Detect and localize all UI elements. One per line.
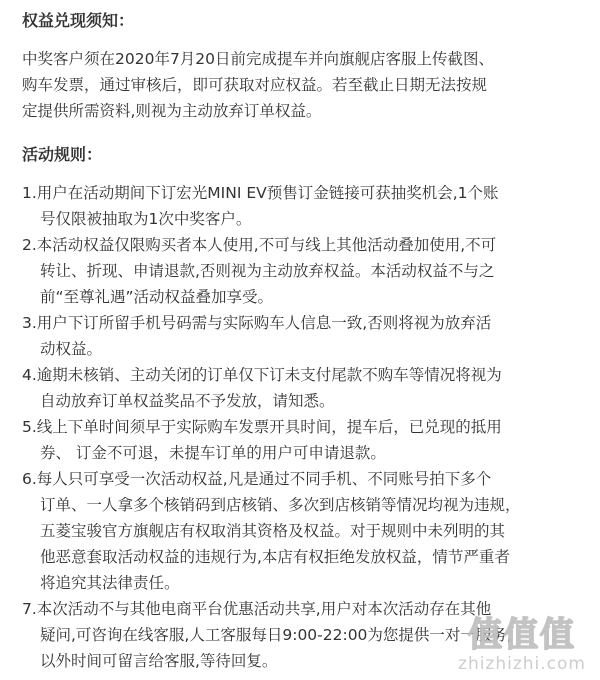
rule-item-2 bbox=[22, 232, 582, 310]
rule-line: 五菱宝骏官方旗舰店有权取消其资格及权益。对于规则中未列明的其 bbox=[40, 522, 506, 540]
notice-line: 定提供所需资料,则视为主动放弃订单权益。 bbox=[22, 102, 322, 120]
rule-line: 6.每人只可享受一次活动权益,凡是通过不同手机、不同账号拍下多个 bbox=[22, 470, 492, 488]
redemption-notice-title: 权益兑现须知： bbox=[22, 11, 135, 30]
rule-line: 4.逾期未核销、主动关闭的订单仅下订未支付尾款不购车等情况将视为 bbox=[22, 366, 502, 384]
rule-line: 前“至尊礼遇”活动权益叠加享受。 bbox=[40, 288, 274, 306]
rule-line: 5.线上下单时间须早于实际购车发票开具时间，提车后，已兑现的抵用 bbox=[22, 418, 502, 436]
rule-item-7 bbox=[22, 596, 582, 674]
rule-item-6 bbox=[22, 466, 582, 596]
activity-rules-title: 活动规则： bbox=[22, 145, 103, 164]
rule-line: 疑问,可咨询在线客服,人工客服每日9:00-22:00为您提供一对一服务, bbox=[40, 626, 512, 644]
rule-line: 号仅限被抽取为1次中奖客户。 bbox=[40, 210, 252, 228]
notice-line: 购车发票，通过审核后，即可获取对应权益。若至截止日期无法按规 bbox=[22, 76, 488, 94]
rule-item-4 bbox=[22, 362, 582, 414]
watermark-glyphs: 值值值 bbox=[468, 615, 576, 655]
rule-item-3 bbox=[22, 310, 582, 362]
rule-line: 他恶意套取活动权益的违规行为,本店有权拒绝发放权益，情节严重者 bbox=[40, 548, 510, 566]
redemption-notice-text bbox=[22, 46, 582, 124]
rule-line: 自动放弃订单权益奖品不予发放，请知悉。 bbox=[40, 392, 335, 410]
rule-line: 订单、一人拿多个核销码到店核销、多次到店核销等情况均视为违规， bbox=[40, 496, 521, 514]
rule-item-1 bbox=[22, 180, 582, 232]
rule-line: 7.本次活动不与其他电商平台优惠活动共享,用户对本次活动存在其他 bbox=[22, 600, 492, 618]
rule-line: 将追究其法律责任。 bbox=[40, 574, 180, 592]
rule-line: 1.用户在活动期间下订宏光MINI EV预售订金链接可获抽奖机会,1个账 bbox=[22, 184, 499, 202]
rule-line: 转让、折现、申请退款,否则视为主动放弃权益。本活动权益不与之 bbox=[40, 262, 495, 280]
rule-line: 券、 订金不可退，未提车订单的用户可申请退款。 bbox=[40, 444, 386, 462]
rule-line: 动权益。 bbox=[40, 340, 103, 358]
rule-item-5 bbox=[22, 414, 582, 466]
rule-line: 以外时间可留言给客服,等待回复。 bbox=[40, 652, 278, 670]
watermark-url: zhizhizhi.com bbox=[458, 654, 586, 674]
notice-line: 中奖客户须在2020年7月20日前完成提车并向旗舰店客服上传截图、 bbox=[22, 50, 495, 68]
rule-line: 2.本活动权益仅限购买者本人使用,不可与线上其他活动叠加使用,不可 bbox=[22, 236, 497, 254]
rule-line: 3.用户下订所留手机号码需与实际购车人信息一致,否则将视为放弃活 bbox=[22, 314, 492, 332]
rules-list bbox=[22, 180, 586, 674]
